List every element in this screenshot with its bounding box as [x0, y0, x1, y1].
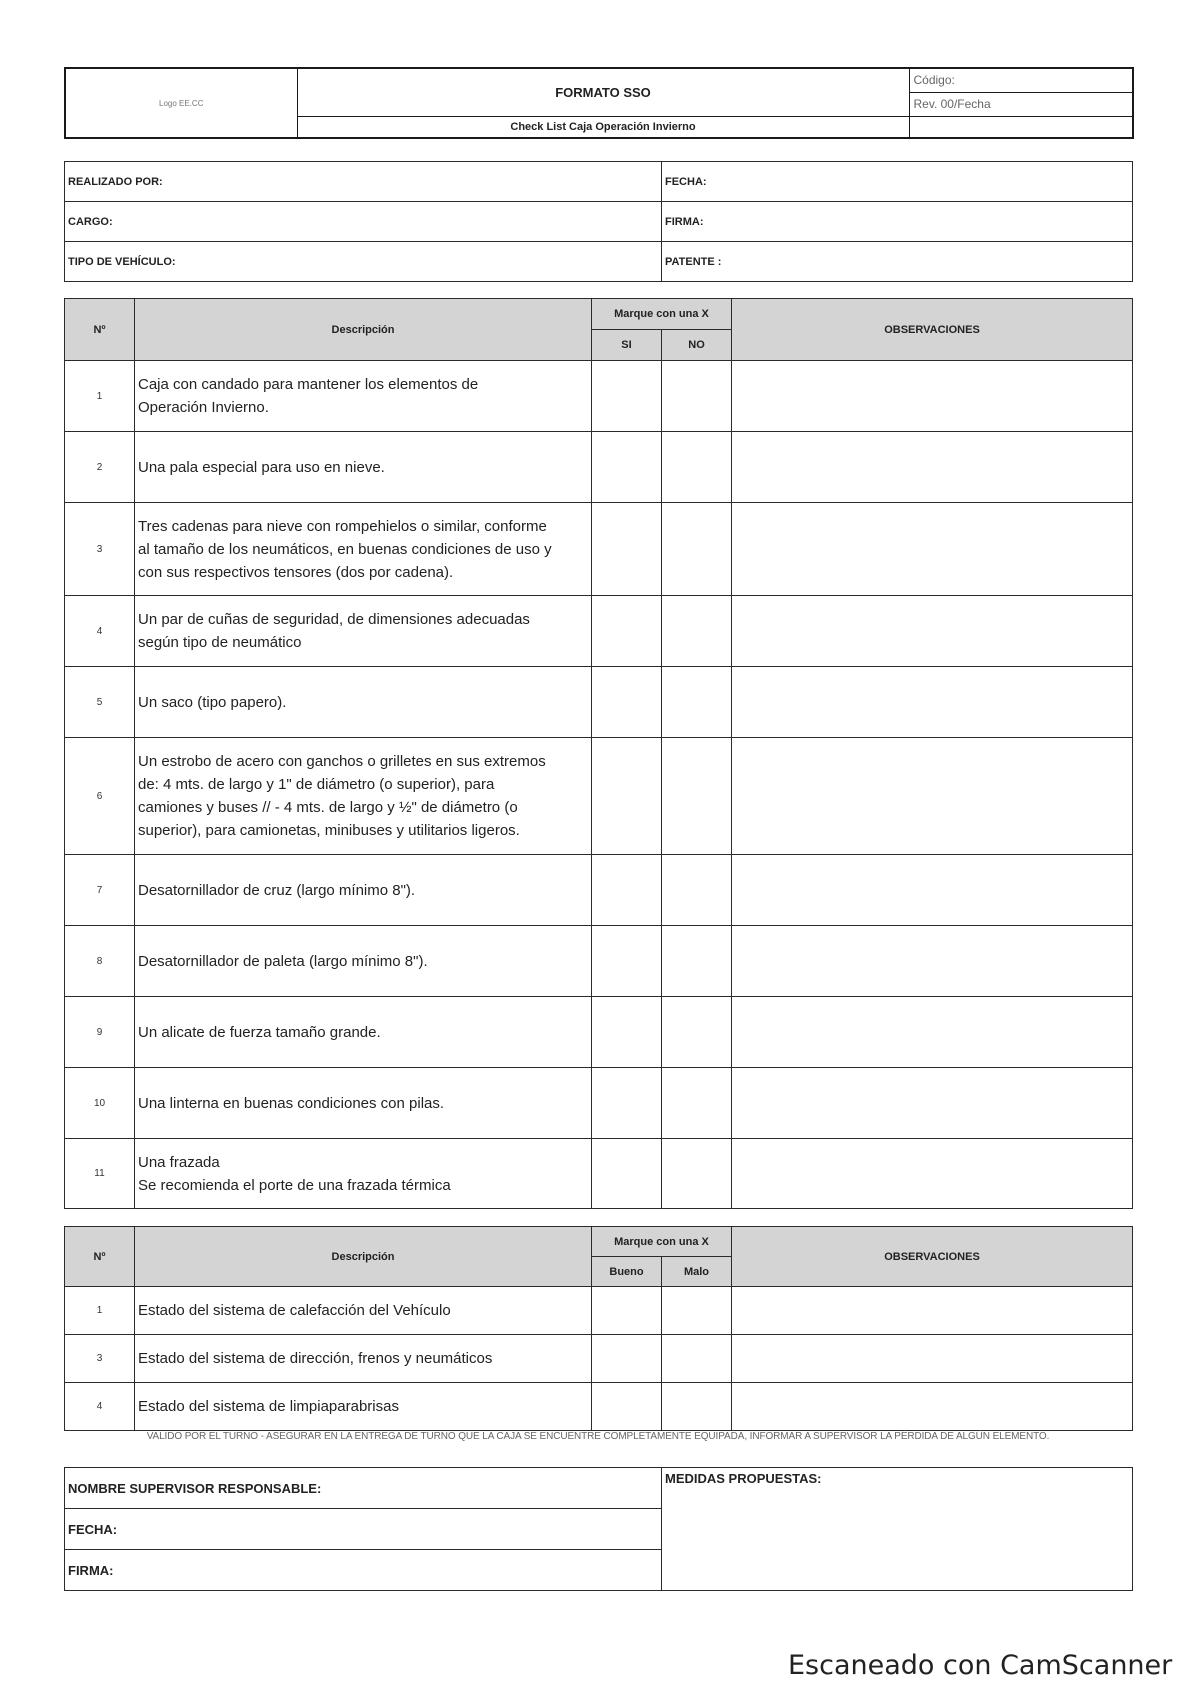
desc-line: según tipo de neumático	[138, 634, 302, 651]
row-description	[135, 997, 592, 1068]
no-checkbox-cell[interactable]	[662, 503, 732, 596]
desc-line: de: 4 mts. de largo y 1" de diámetro (o superior), para	[138, 776, 495, 793]
tipo-vehiculo-field[interactable]: TIPO DE VEHÍCULO:	[65, 242, 662, 282]
desc-line: Un par de cuñas de seguridad, de dimensiones adecuadas	[138, 611, 530, 628]
no-checkbox-cell[interactable]	[662, 667, 732, 738]
row-number: 1	[65, 361, 135, 432]
table-row	[65, 432, 1133, 503]
row-number: 5	[65, 667, 135, 738]
row-description	[135, 667, 592, 738]
no-checkbox-cell[interactable]	[662, 361, 732, 432]
supervisor-firma-field[interactable]: FIRMA:	[65, 1550, 662, 1591]
validity-note: VALIDO POR EL TURNO - ASEGURAR EN LA ENTREGA DE TURNO QUE LA CAJA SE ENCUENTRE COMPLETAMENTE EQUIPADA, INFORMAR A SUPERVISOR LA PÉRDIDA DE ALGÚN ELEMENTO.	[146, 1431, 1050, 1442]
row-number: 1	[65, 1287, 135, 1335]
row-number: 10	[65, 1068, 135, 1139]
row-description	[135, 503, 592, 596]
desc-line: Operación Invierno.	[138, 399, 269, 416]
supervisor-fecha-field[interactable]: FECHA:	[65, 1509, 662, 1550]
row-description	[135, 855, 592, 926]
desc-line: superior), para camionetas, minibuses y utilitarios ligeros.	[138, 822, 520, 839]
desc-line: Una frazada	[138, 1153, 220, 1171]
desc-line: con sus respectivos tensores (dos por cadena).	[138, 563, 454, 581]
desc-line: Un estrobo de acero con ganchos o grilletes en sus extremos	[138, 753, 546, 770]
col-header-malo: Malo	[662, 1257, 732, 1287]
observations-cell[interactable]	[732, 1139, 1133, 1209]
table-row	[65, 1383, 1133, 1431]
document-subtitle: Check List Caja Operación Invierno	[297, 116, 909, 138]
observations-cell[interactable]	[732, 1335, 1133, 1383]
malo-checkbox-cell[interactable]	[662, 1383, 732, 1431]
si-checkbox-cell[interactable]	[592, 596, 662, 667]
col-header-number: Nº	[65, 299, 135, 361]
row-number: 9	[65, 997, 135, 1068]
observations-cell[interactable]	[732, 997, 1133, 1068]
row-description: Estado del sistema de limpiaparabrisas	[135, 1383, 592, 1431]
camscanner-watermark: Escaneado con CamScanner	[788, 1650, 1173, 1681]
si-checkbox-cell[interactable]	[592, 361, 662, 432]
desc-line: camiones y buses // - 4 mts. de largo y ½" de diámetro (o	[138, 799, 518, 816]
table-row	[65, 667, 1133, 738]
col-header-no: NO	[662, 330, 732, 361]
row-number: 7	[65, 855, 135, 926]
supervisor-name-field[interactable]: NOMBRE SUPERVISOR RESPONSABLE:	[65, 1468, 662, 1509]
row-description	[135, 361, 592, 432]
observations-cell[interactable]	[732, 361, 1133, 432]
si-checkbox-cell[interactable]	[592, 1068, 662, 1139]
row-number: 8	[65, 926, 135, 997]
table-row	[65, 997, 1133, 1068]
bueno-checkbox-cell[interactable]	[592, 1287, 662, 1335]
bueno-checkbox-cell[interactable]	[592, 1335, 662, 1383]
table-row	[65, 361, 1133, 432]
si-checkbox-cell[interactable]	[592, 997, 662, 1068]
si-checkbox-cell[interactable]	[592, 926, 662, 997]
cargo-field[interactable]: CARGO:	[65, 202, 662, 242]
table-row	[65, 1139, 1133, 1209]
col-header-mark: Marque con una X	[592, 1227, 732, 1257]
si-checkbox-cell[interactable]	[592, 432, 662, 503]
row-description: Estado del sistema de calefacción del Vehículo	[135, 1287, 592, 1335]
observations-cell[interactable]	[732, 1068, 1133, 1139]
code-label: Código:	[909, 68, 1133, 92]
si-checkbox-cell[interactable]	[592, 667, 662, 738]
col-header-si: SI	[592, 330, 662, 361]
desc-line: Desatornillador de paleta (largo mínimo 8").	[138, 952, 428, 970]
observations-cell[interactable]	[732, 926, 1133, 997]
row-description	[135, 1068, 592, 1139]
desc-line: Un saco (tipo papero).	[138, 693, 287, 711]
row-description: Estado del sistema de dirección, frenos y neumáticos	[135, 1335, 592, 1383]
desc-line: Se recomienda el porte de una frazada térmica	[138, 1176, 451, 1194]
col-header-description: Descripción	[135, 1227, 592, 1287]
observations-cell[interactable]	[732, 503, 1133, 596]
row-number: 3	[65, 503, 135, 596]
info-table	[64, 161, 1133, 282]
observations-cell[interactable]	[732, 667, 1133, 738]
firma-field[interactable]: FIRMA:	[662, 202, 1133, 242]
row-description	[135, 1139, 592, 1209]
no-checkbox-cell[interactable]	[662, 738, 732, 855]
no-checkbox-cell[interactable]	[662, 432, 732, 503]
logo-placeholder: Logo EE.CC	[65, 68, 297, 138]
observations-cell[interactable]	[732, 432, 1133, 503]
row-description	[135, 738, 592, 855]
desc-line: Tres cadenas para nieve con rompehielos o similar, conforme	[138, 517, 547, 535]
row-description	[135, 432, 592, 503]
observations-cell[interactable]	[732, 596, 1133, 667]
table-row	[65, 855, 1133, 926]
row-number: 6	[65, 738, 135, 855]
col-header-description: Descripción	[135, 299, 592, 361]
table-row	[65, 1287, 1133, 1335]
table-row	[65, 738, 1133, 855]
si-checkbox-cell[interactable]	[592, 738, 662, 855]
row-number: 4	[65, 596, 135, 667]
revision-label: Rev. 00/Fecha	[909, 92, 1133, 116]
checklist-systems-table	[64, 1226, 1133, 1431]
row-number: 3	[65, 1335, 135, 1383]
no-checkbox-cell[interactable]	[662, 596, 732, 667]
no-checkbox-cell[interactable]	[662, 855, 732, 926]
row-number: 11	[65, 1139, 135, 1209]
header-table	[64, 67, 1134, 139]
table-row	[65, 596, 1133, 667]
col-header-number: Nº	[65, 1227, 135, 1287]
row-number: 2	[65, 432, 135, 503]
desc-line: Una pala especial para uso en nieve.	[138, 458, 385, 476]
patente-field[interactable]: PATENTE :	[662, 242, 1133, 282]
medidas-propuestas-field[interactable]: MEDIDAS PROPUESTAS:	[662, 1468, 1133, 1591]
table-row	[65, 926, 1133, 997]
desc-line: Un alicate de fuerza tamaño grande.	[138, 1023, 381, 1041]
col-header-bueno: Bueno	[592, 1257, 662, 1287]
table-row	[65, 1068, 1133, 1139]
fecha-field[interactable]: FECHA:	[662, 162, 1133, 202]
row-number: 4	[65, 1383, 135, 1431]
no-checkbox-cell[interactable]	[662, 997, 732, 1068]
malo-checkbox-cell[interactable]	[662, 1335, 732, 1383]
row-description	[135, 926, 592, 997]
col-header-mark: Marque con una X	[592, 299, 732, 330]
desc-line: Desatornillador de cruz (largo mínimo 8").	[138, 881, 416, 899]
observations-cell[interactable]	[732, 1383, 1133, 1431]
observations-cell[interactable]	[732, 738, 1133, 855]
desc-line: Caja con candado para mantener los elementos de	[138, 376, 479, 393]
no-checkbox-cell[interactable]	[662, 926, 732, 997]
observations-cell[interactable]	[732, 855, 1133, 926]
malo-checkbox-cell[interactable]	[662, 1287, 732, 1335]
observations-cell[interactable]	[732, 1287, 1133, 1335]
col-header-observations: OBSERVACIONES	[732, 299, 1133, 361]
supervisor-table	[64, 1467, 1133, 1591]
no-checkbox-cell[interactable]	[662, 1068, 732, 1139]
checklist-equipment-table	[64, 298, 1133, 1209]
format-title: FORMATO SSO	[297, 68, 909, 116]
realizado-por-field[interactable]: REALIZADO POR:	[65, 162, 662, 202]
si-checkbox-cell[interactable]	[592, 503, 662, 596]
table-row	[65, 1335, 1133, 1383]
desc-line: al tamaño de los neumáticos, en buenas condiciones de uso y	[138, 540, 552, 558]
row-description	[135, 596, 592, 667]
desc-line: Una linterna en buenas condiciones con pilas.	[138, 1094, 445, 1112]
col-header-observations: OBSERVACIONES	[732, 1227, 1133, 1287]
bueno-checkbox-cell[interactable]	[592, 1383, 662, 1431]
no-checkbox-cell[interactable]	[662, 1139, 732, 1209]
empty-cell	[909, 116, 1133, 138]
table-row	[65, 503, 1133, 596]
si-checkbox-cell[interactable]	[592, 855, 662, 926]
si-checkbox-cell[interactable]	[592, 1139, 662, 1209]
